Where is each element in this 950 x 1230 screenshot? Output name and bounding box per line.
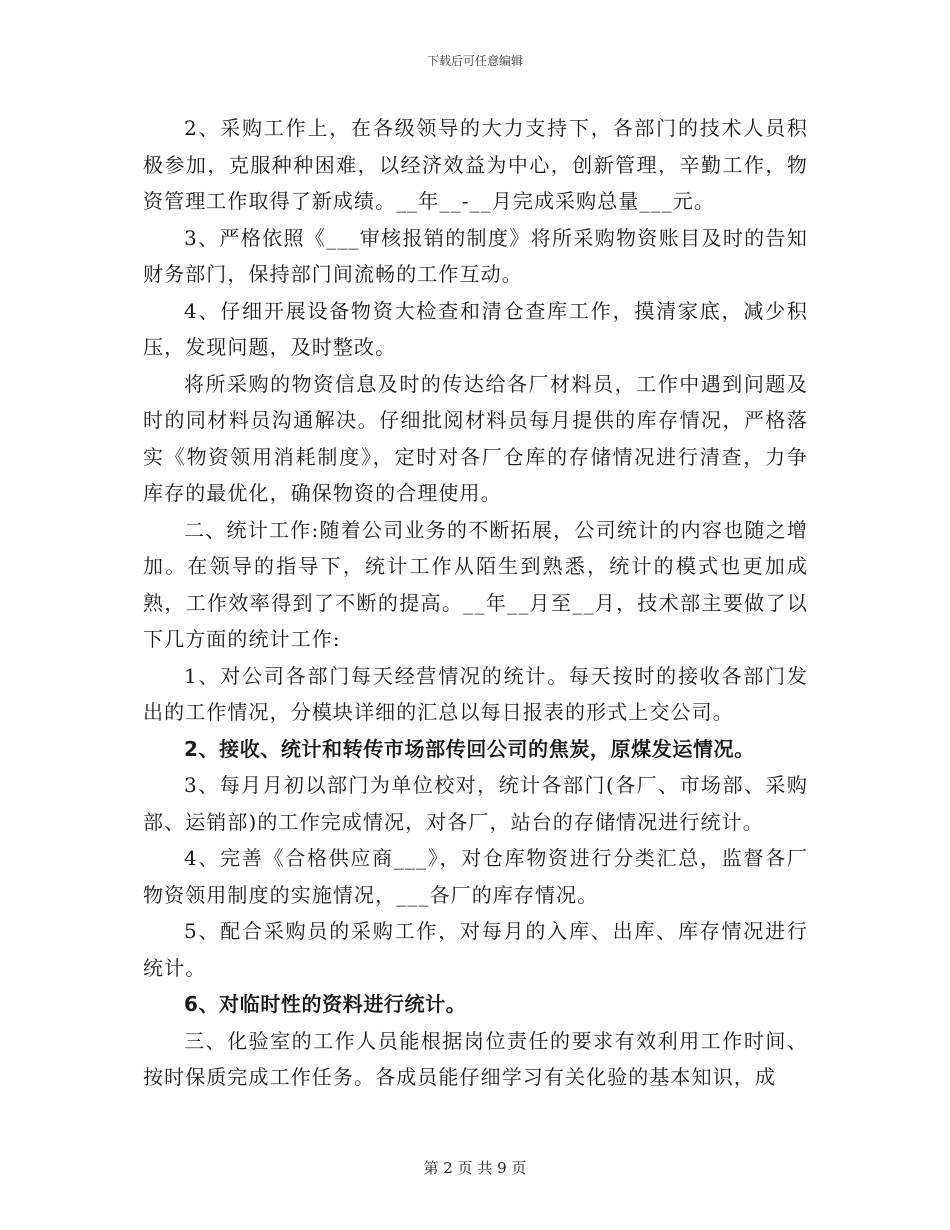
paragraph-material-info: 将所采购的物资信息及时的传达给各厂材料员，工作中遇到问题及时的同材料员沟通解决。仔细批阅材料员每月提供的库存情况，严格落实《物资领用消耗制度》，定时对各厂仓库的存储情况进行清查，力争库存的最优化，确保物资的合理使用。 xyxy=(143,371,808,505)
paragraph-purchasing-2: 2、采购工作上，在各级领导的大力支持下，各部门的技术人员积极参加，克服种种困难，以经济效益为中心，创新管理，辛勤工作，物资管理工作取得了新成绩。__年__-__月完成采购总量___元。 xyxy=(143,116,808,213)
paragraph-statistics-4: 4、完善《合格供应商___》，对仓库物资进行分类汇总，监督各厂物资领用制度的实施情况，___各厂的库存情况。 xyxy=(143,846,808,907)
paragraph-lab-intro: 三、化验室的工作人员能根据岗位责任的要求有效利用工作时间、按时保质完成工作任务。各成员能仔细学习有关化验的基本知识，成 xyxy=(143,1028,808,1089)
paragraph-statistics-3: 3、每月月初以部门为单位校对，统计各部门(各厂、市场部、采购部、运销部)的工作完成情况，对各厂，站台的存储情况进行统计。 xyxy=(143,773,808,834)
paragraph-statistics-intro: 二、统计工作:随着公司业务的不断拓展，公司统计的内容也随之增加。在领导的指导下，统计工作从陌生到熟悉，统计的模式也更加成熟，工作效率得到了不断的提高。__年__月至__月，技术部主要做了以下几方面的统计工作: xyxy=(143,517,808,651)
paragraph-statistics-1: 1、对公司各部门每天经营情况的统计。每天按时的接收各部门发出的工作情况，分模块详细的汇总以每日报表的形式上交公司。 xyxy=(143,663,808,724)
page-footer: 第 2 页 共 9 页 xyxy=(423,1159,527,1177)
paragraph-purchasing-4: 4、仔细开展设备物资大检查和清仓查库工作，摸清家底，减少积压，发现问题，及时整改。 xyxy=(143,298,808,359)
page-header: 下载后可任意编辑 xyxy=(426,54,523,68)
paragraph-purchasing-3: 3、严格依照《___审核报销的制度》将所采购物资账目及时的告知财务部门，保持部门间流畅的工作互动。 xyxy=(143,225,808,286)
paragraph-statistics-6: 6、对临时性的资料进行统计。 xyxy=(184,992,467,1016)
document-body xyxy=(143,110,808,1096)
paragraph-statistics-2: 2、接收、统计和转传市场部传回公司的焦炭，原煤发运情况。 xyxy=(184,736,755,761)
paragraph-statistics-5: 5、配合采购员的采购工作，对每月的入库、出库、库存情况进行统计。 xyxy=(143,919,808,980)
